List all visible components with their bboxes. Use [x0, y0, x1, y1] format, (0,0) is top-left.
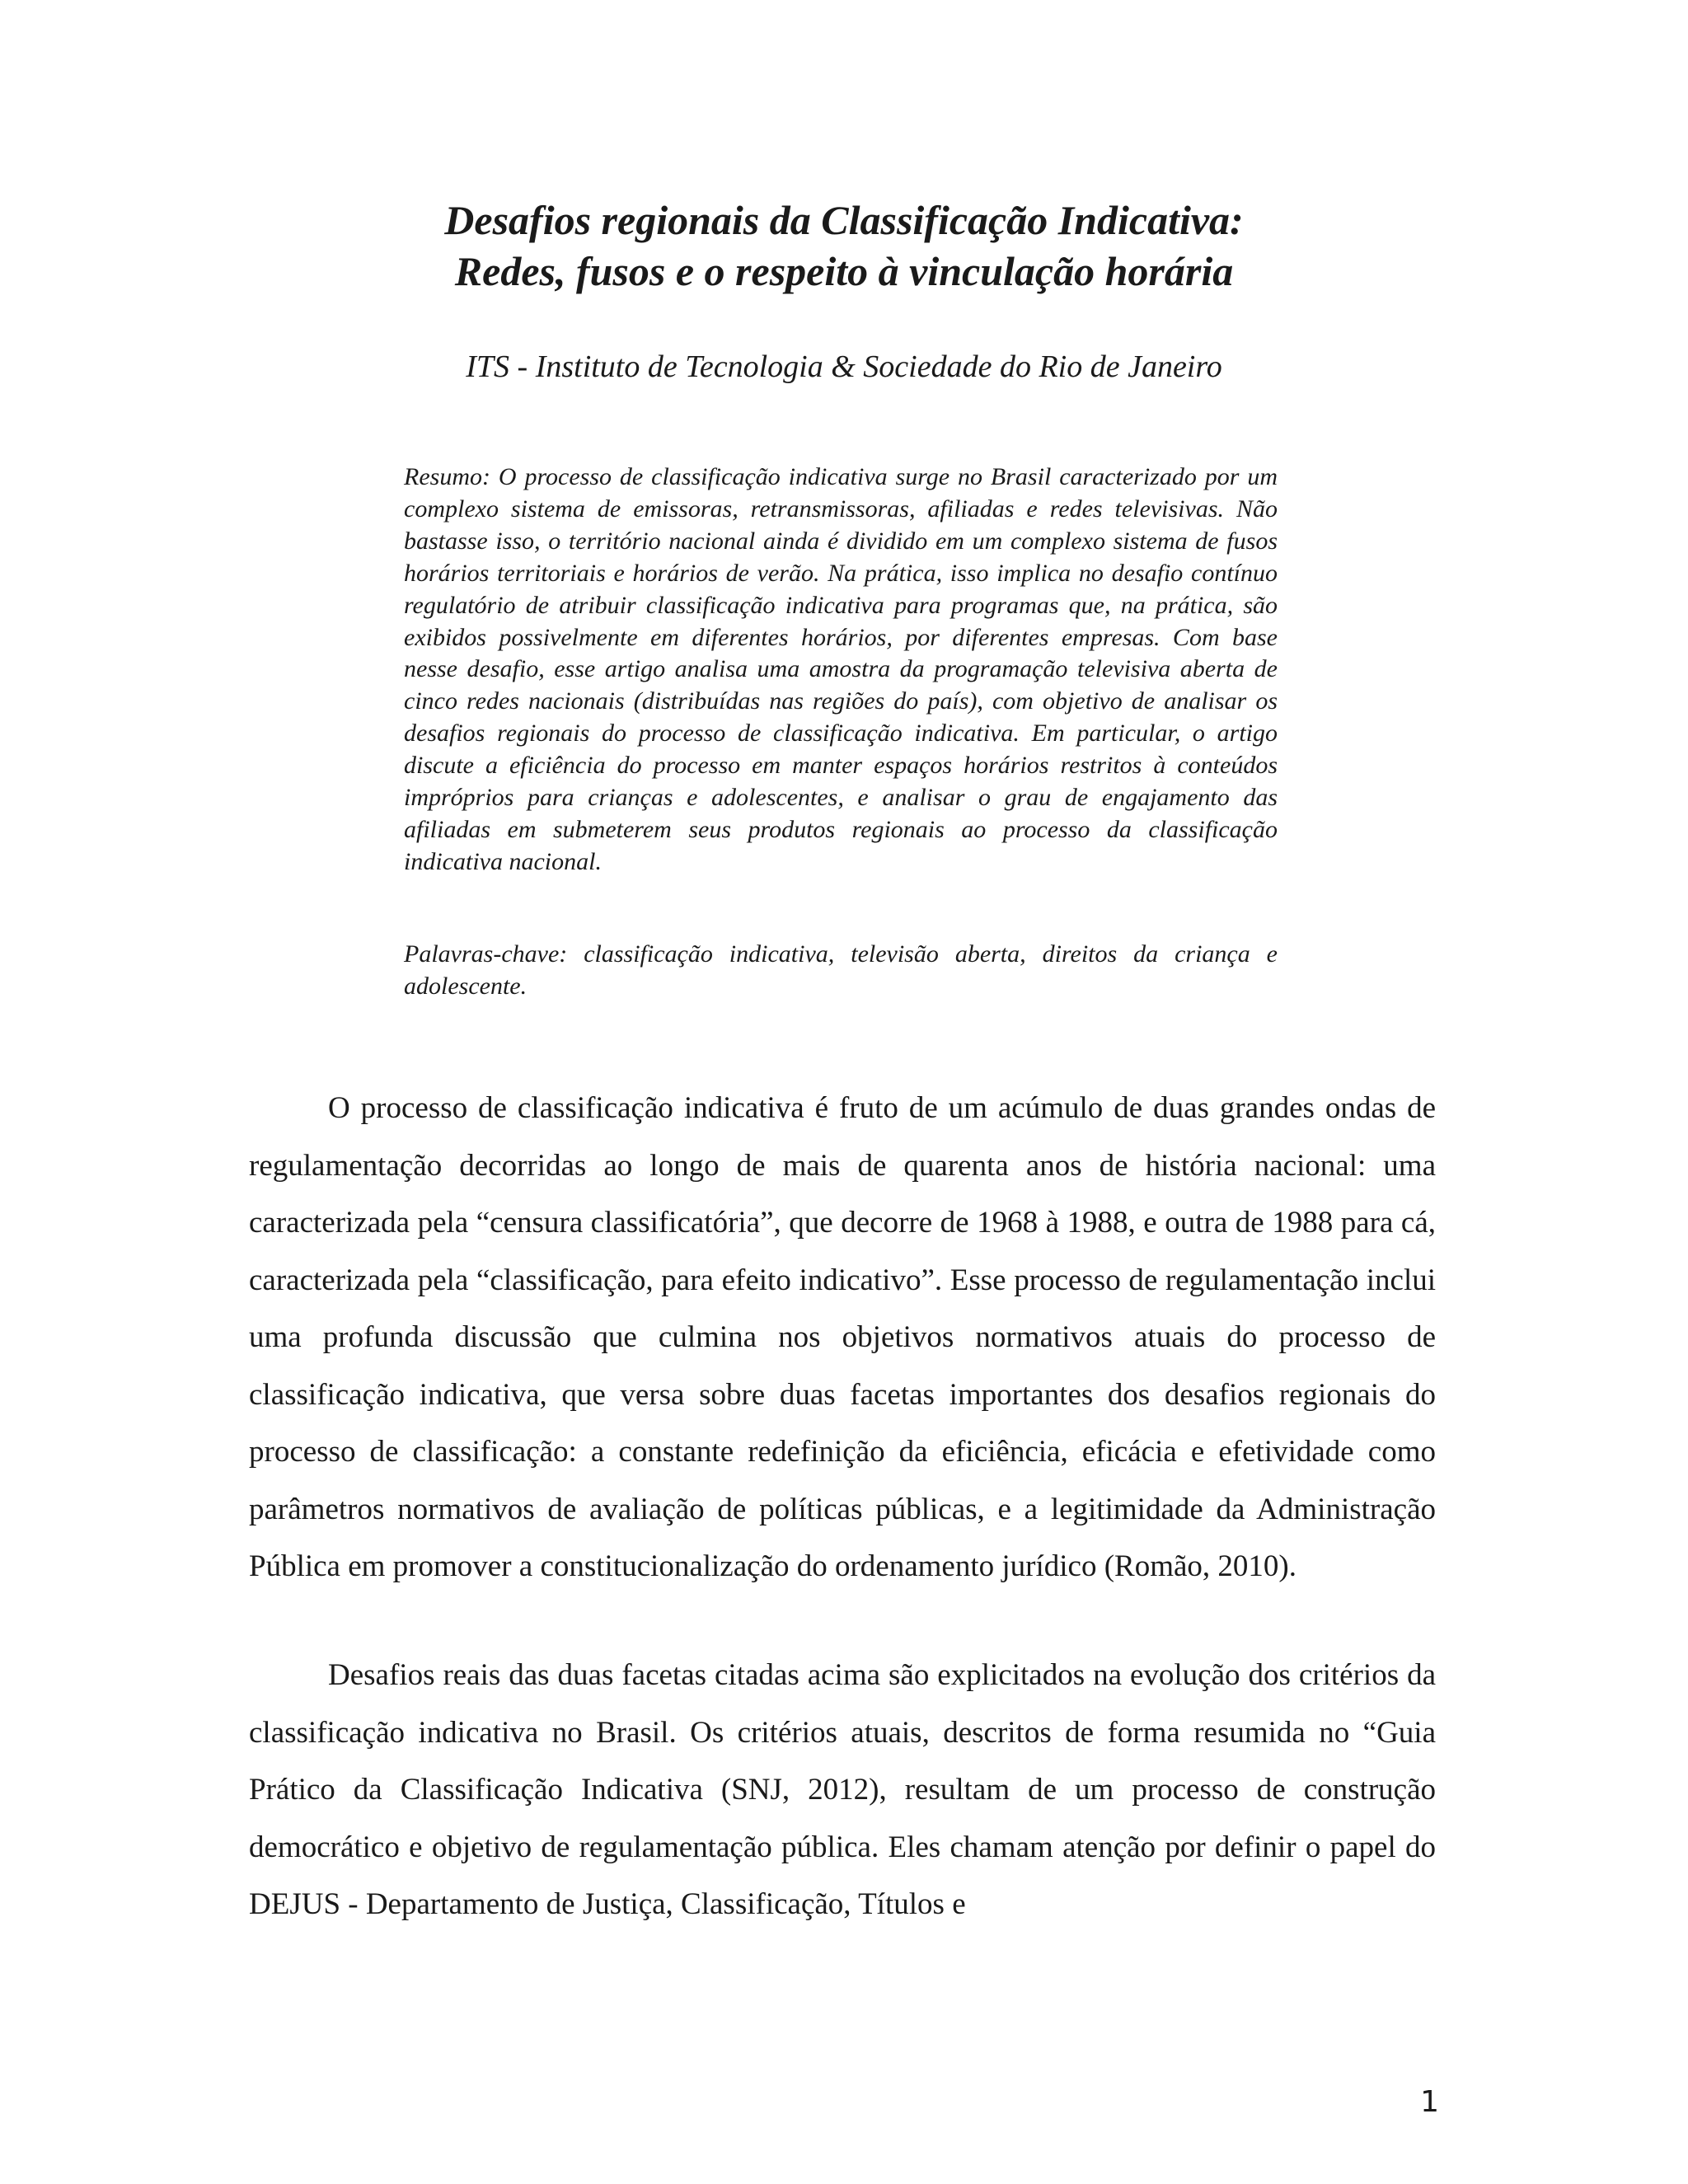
- abstract: Resumo: O processo de classificação indicativa surge no Brasil caracterizado por um complexo sistema de emissoras, retransmissoras, afiliadas e redes televisivas. Não bastasse isso, o território nacional ainda é dividido em um complexo sistema de fusos horários territoriais e horários de verão. Na prática, isso implica no desafio contínuo regulatório de atribuir classificação indicativa para programas que, na prática, são exibidos possivelmente em diferentes horários, por diferentes empresas. Com base nesse desafio, esse artigo analisa uma amostra da programação televisiva aberta de cinco redes nacionais (distribuídas nas regiões do país), com objetivo de analisar os desafios regionais do processo de classificação indicativa. Em particular, o artigo discute a eficiência do processo em manter espaços horários restritos à conteúdos impróprios para crianças e adolescentes, e analisar o grau de engajamento das afiliadas em submeterem seus produtos regionais ao processo da classificação indicativa nacional.: [404, 463, 1278, 875]
- author-affiliation: ITS - Instituto de Tecnologia & Sociedade do Rio de Janeiro: [466, 349, 1222, 384]
- paper-title-line-2: Redes, fusos e o respeito à vinculação horária: [454, 248, 1234, 294]
- paper-title-line-1: Desafios regionais da Classificação Indicativa:: [444, 197, 1244, 243]
- body-paragraph-2: Desafios reais das duas facetas citadas acima são explicitados na evolução dos critérios da classificação indicativa no Brasil. Os critérios atuais, descritos de forma resumida no “Guia Prático da Classificação Indicativa (SNJ, 2012), resultam de um processo de construção democrático e objetivo de regulamentação pública. Eles chamam atenção por definir o papel do DEJUS - Departamento de Justiça, Classificação, Títulos e: [249, 1658, 1436, 1921]
- body-paragraph-1: O processo de classificação indicativa é fruto de um acúmulo de duas grandes ondas de regulamentação decorridas ao longo de mais de quarenta anos de história nacional: uma caracterizada pela “censura classificatória”, que decorre de 1968 à 1988, e outra de 1988 para cá, caracterizada pela “classificação, para efeito indicativo”. Esse processo de regulamentação inclui uma profunda discussão que culmina nos objetivos normativos atuais do processo de classificação indicativa, que versa sobre duas facetas importantes dos desafios regionais do processo de classificação: a constante redefinição da eficiência, eficácia e efetividade como parâmetros normativos de avaliação de políticas públicas, e a legitimidade da Administração Pública em promover a constitucionalização do ordenamento jurídico (Romão, 2010).: [249, 1091, 1436, 1583]
- page-number: 1: [1420, 2085, 1439, 2119]
- keywords: Palavras-chave: classificação indicativa, televisão aberta, direitos da criança e adolescente.: [404, 940, 1278, 1000]
